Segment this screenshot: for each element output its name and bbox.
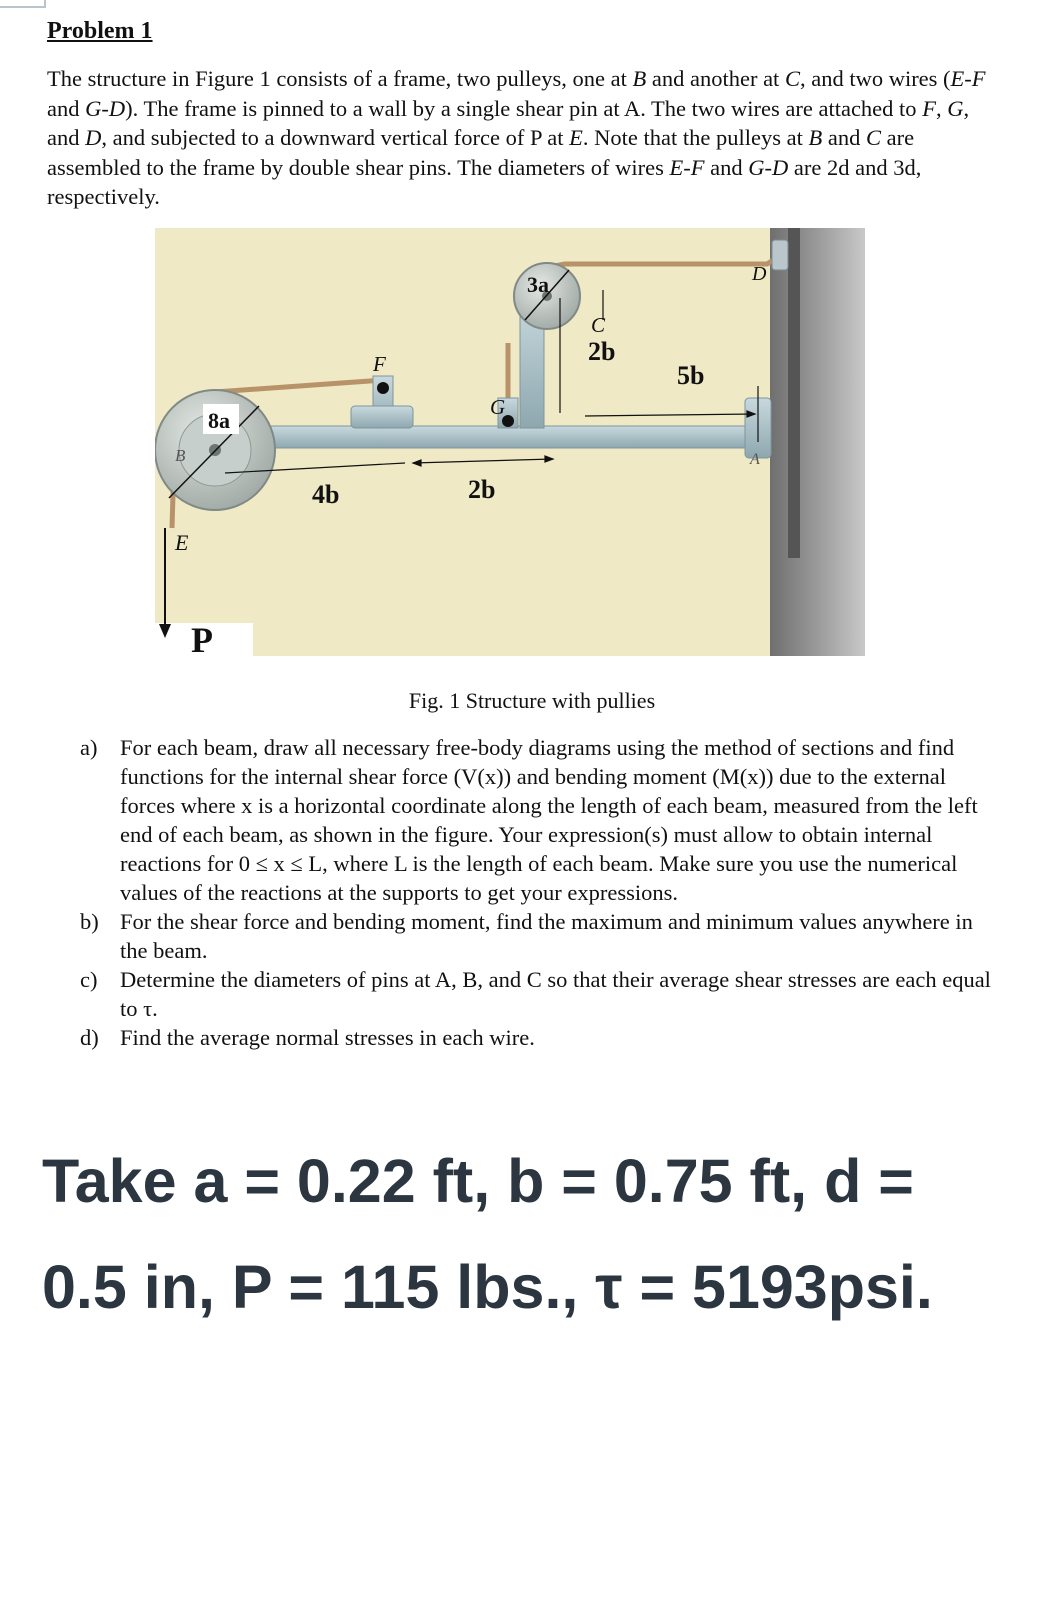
frame-beam: [205, 426, 765, 448]
question-c: [80, 965, 1000, 1023]
bracket-d: [772, 240, 788, 270]
question-b: [80, 907, 1000, 965]
label-f: F: [373, 352, 386, 376]
problem-statement: The structure in Figure 1 consists of a frame, two pulleys, one at B and another at C, and two wires (E-F and G-D). The frame is pinned to a wall by a single shear pin at A. The two wires are attached to F, G, and D, and subjected to a downward vertical force of P at E. Note that the pulleys at B and C are assembled to the frame by double shear pins. The diameters of wires E-F and G-D are 2d and 3d, respectively.: [47, 66, 986, 209]
question-text: Determine the diameters of pins at A, B, and C so that their average shear stresses are each equal to τ.: [120, 967, 991, 1021]
question-letter: a): [80, 735, 98, 760]
label-a: A: [750, 451, 760, 468]
label-8a: 8a: [208, 408, 230, 433]
wall: [770, 228, 865, 656]
label-c: C: [591, 313, 606, 337]
frame-bracket-f: [351, 406, 413, 428]
attachment-f: [377, 382, 389, 394]
question-text: For the shear force and bending moment, find the maximum and minimum values anywhere in the beam.: [120, 909, 973, 963]
label-p: P: [191, 620, 213, 660]
figure-caption: Fig. 1 Structure with pullies: [408, 688, 656, 713]
label-2b-bottom: 2b: [468, 475, 496, 504]
question-letter: d): [80, 1025, 99, 1050]
question-a: [80, 733, 1000, 907]
label-d: D: [752, 263, 767, 285]
label-b: B: [175, 446, 186, 465]
label-3a: 3a: [527, 272, 549, 297]
label-g: G: [490, 395, 506, 419]
question-text: For each beam, draw all necessary free-body diagrams using the method of sections and find functions for the internal shear force (V(x)) and bending moment (M(x)) due to the external forces where x is a horizontal coordinate along the length of each beam, measured from the left end of each beam, as shown in the figure. Your expression(s) must allow to obtain internal reactions for 0 ≤ x ≤ L, where L is the length of each beam. Make sure you use the numerical values of the reactions at the supports to get your expressions.: [120, 735, 978, 905]
given-values: Take a = 0.22 ft, b = 0.75 ft, d = 0.5 in, P = 115 lbs., τ = 5193psi.: [42, 1147, 933, 1321]
question-text: Find the average normal stresses in each wire.: [120, 1025, 535, 1050]
question-list: [80, 733, 1000, 1052]
question-letter: b): [80, 909, 99, 934]
label-4b: 4b: [312, 480, 340, 509]
label-2b-top: 2b: [588, 337, 616, 366]
label-5b: 5b: [677, 361, 705, 390]
question-d: [80, 1023, 1000, 1052]
corner-mark: [0, 0, 46, 8]
problem-heading: Problem 1: [47, 18, 153, 44]
label-e: E: [175, 530, 189, 555]
structure-figure: [155, 228, 881, 668]
wall-edge: [788, 228, 800, 558]
structure-diagram: [155, 228, 881, 668]
question-letter: c): [80, 967, 98, 992]
